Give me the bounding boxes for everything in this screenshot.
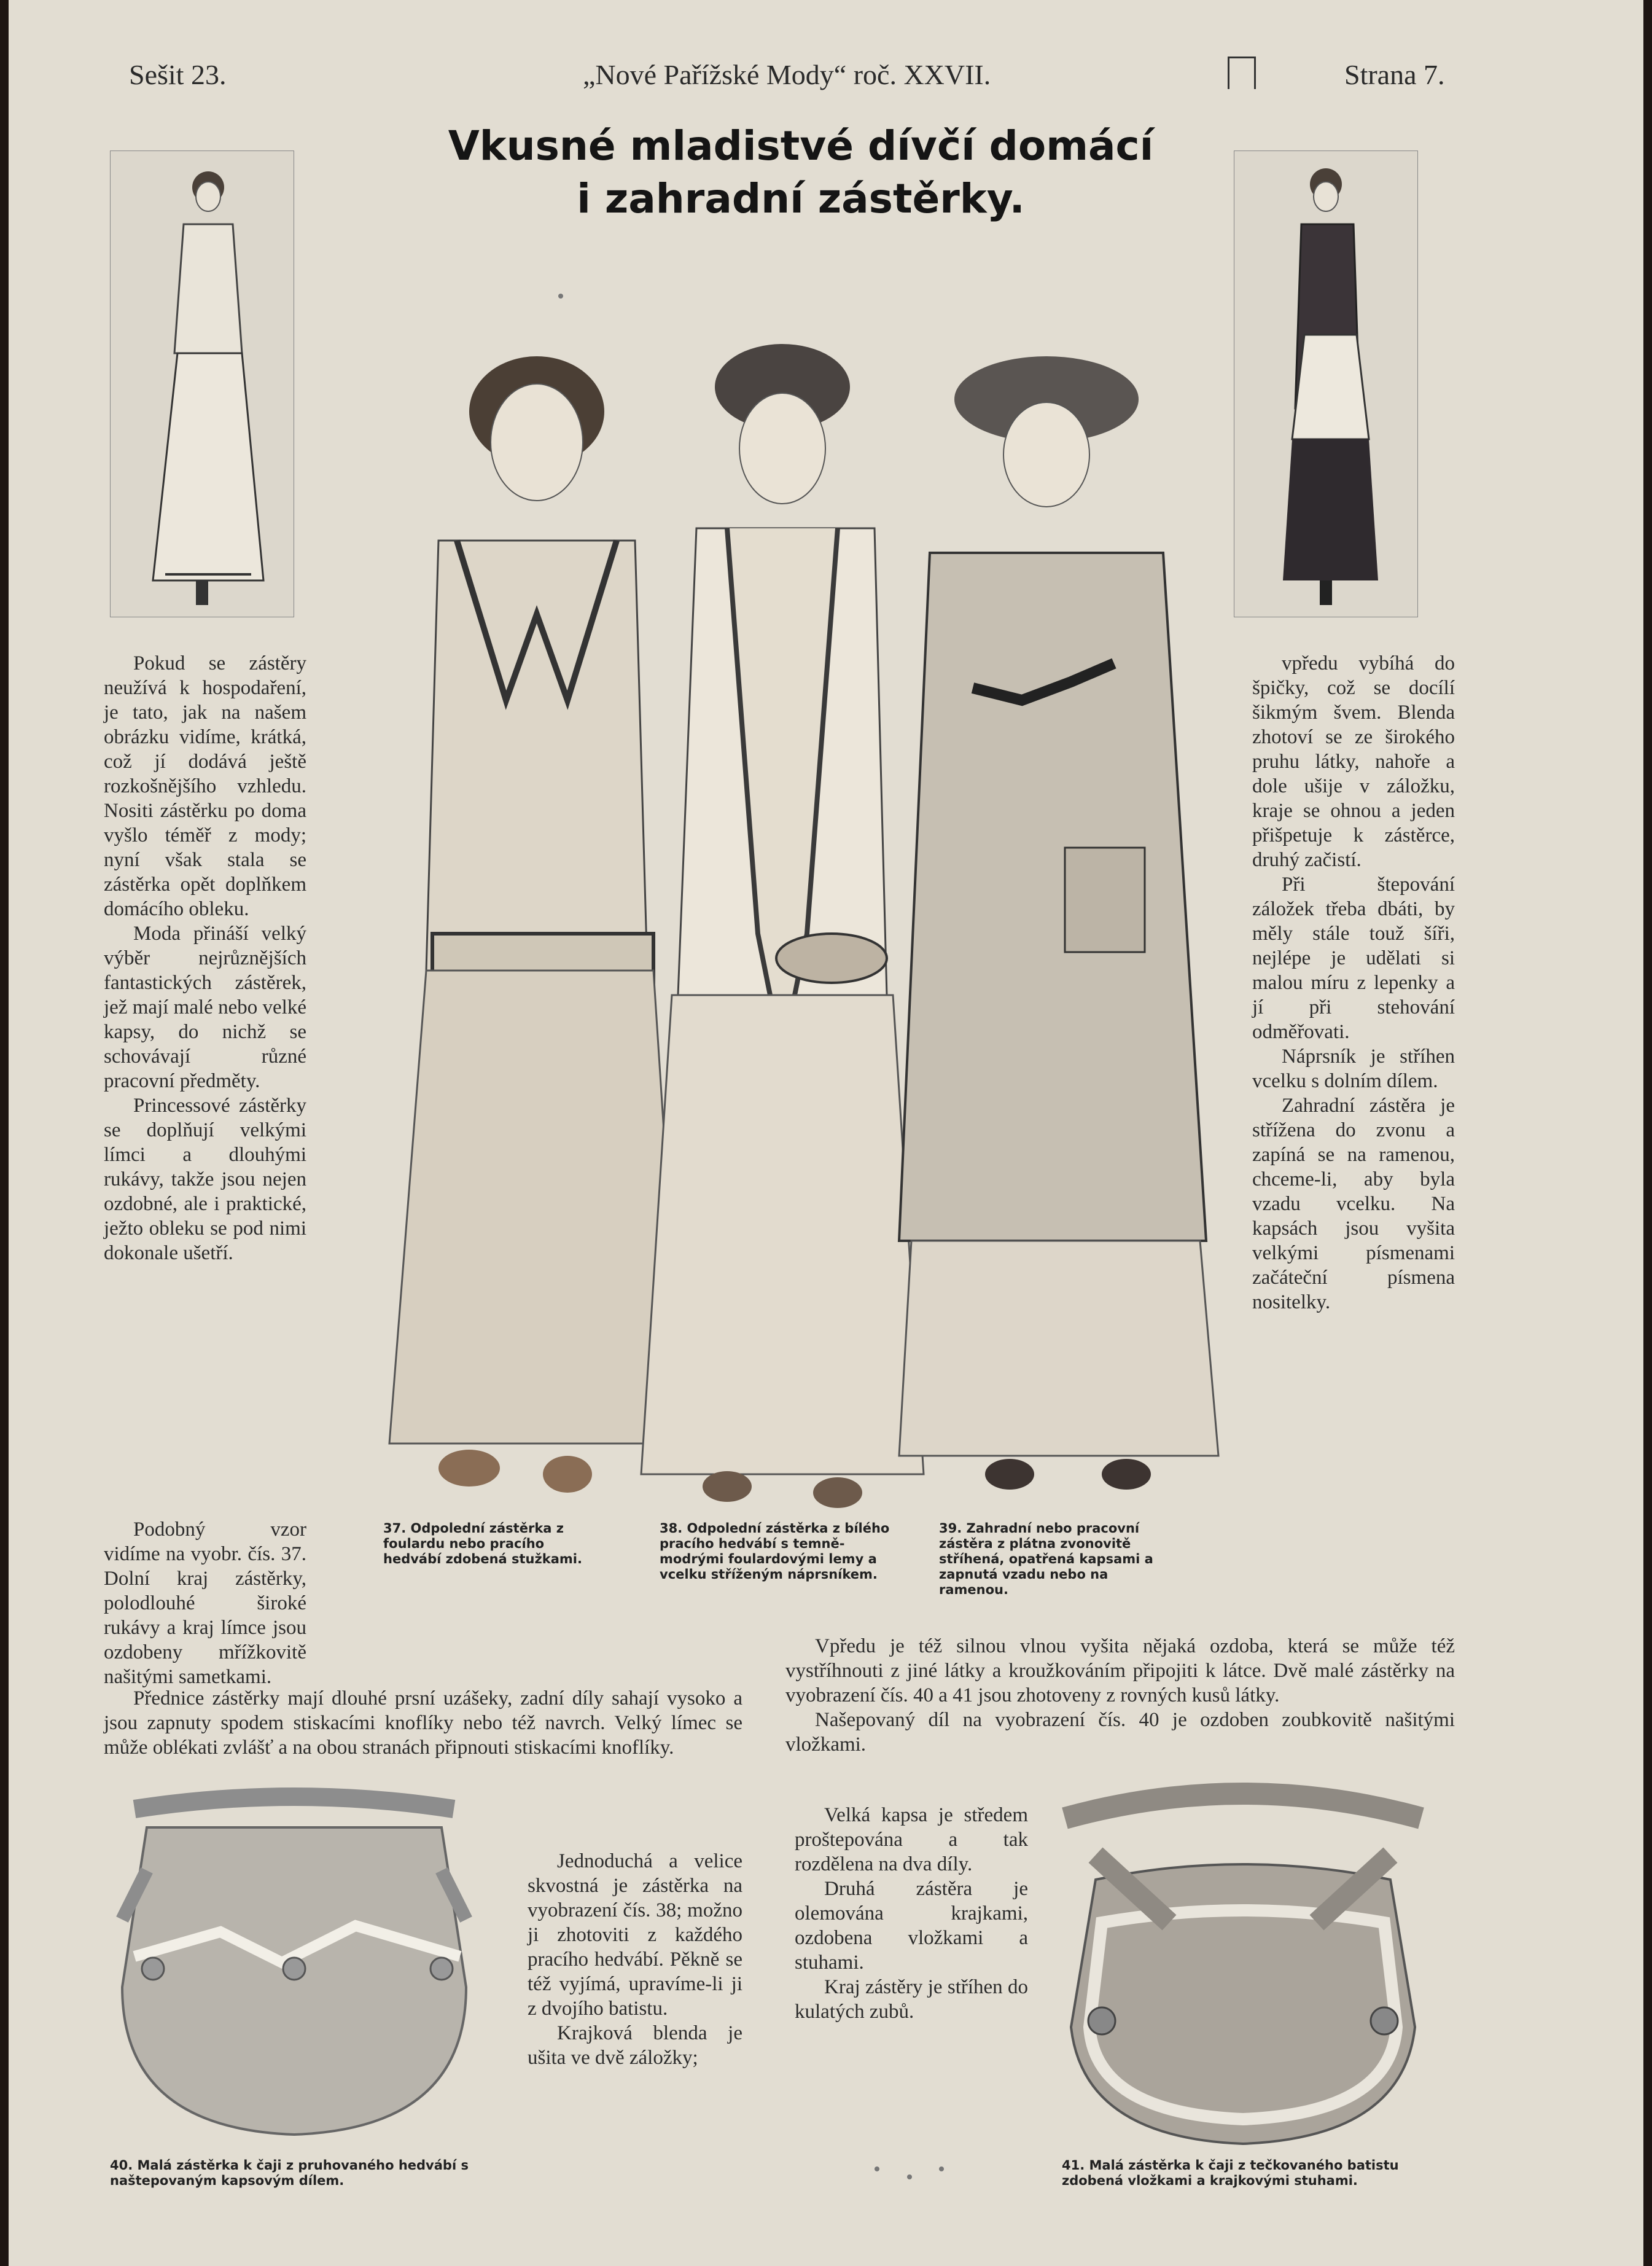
middle-text-column: Jednoduchá a velice skvostná je zástěrka na vyobrazení čís. 38; možno ji zhotoviti z každého pracího hedvábí. Pěkně se též vyjímá, upravíme-li ji z dvojího batistu. Krajková blenda je ušita ve dvě záložky; bbox=[528, 1850, 742, 2069]
caption-fig-38: 38. Odpolední zástěrka z bílého pracího hedvábí s temně-modrými foulardovými lemy a vcelku stříženým náprsníkem. bbox=[660, 1521, 890, 1582]
article-title bbox=[377, 120, 1225, 225]
header-magazine-title: „Nové Pařížské Mody“ roč. XXVII. bbox=[583, 59, 991, 90]
figure-40 bbox=[98, 1784, 491, 2153]
left-column-continued: Podobný vzor vidíme na vyobr. čís. 37. Dolní kraj zástěrky, polodlouhé široké rukávy a kraj límce jsou ozdobeny mřížkovitě našitými sametkami. bbox=[104, 1518, 306, 1688]
left-column: Pokud se zástěry neužívá k hospodaření, je tato, jak na našem obrázku vidíme, krátká, což jí dodává ještě rozkošnějšího vzhledu. Nositi zástěrku po doma vyšlo téměř z mody; nyní však stala se zástěrka opět doplňkem domácího obleku. Moda přináší velký výběr nejrůznějších fantastických zástěrek, jež mají malé nebo velké kapsy, do nichž se schovávají různé pracovní předměty. Princessové zástěrky se doplňují velkými límci a dlouhými rukávy, takže jsou nejen ozdobné, ale i praktické, ježto obleku se pod nimi dokonale ušetří. bbox=[104, 652, 306, 1264]
right-text-lower: Vpředu je též silnou vlnou vyšita nějaká ozdoba, která se může též vystříhnouti z jiné látky a kroužkováním připojiti k látce. Dvě malé zástěrky na vyobrazení čís. 40 a 41 jsou zhotoveny z rovných kusů látky. Našepovaný díl na vyobrazení čís. 40 je ozdoben zoubkovitě našitými vložkami. bbox=[785, 1635, 1455, 1756]
small-figure-left bbox=[110, 150, 294, 617]
print-dot bbox=[875, 2166, 879, 2171]
figure-37 bbox=[389, 356, 684, 1493]
header-page-number: Strana 7. bbox=[1344, 59, 1445, 90]
header-issue: Sešit 23. bbox=[129, 59, 227, 90]
right-text-narrow: Velká kapsa je středem proštepována a tak rozdělena na dva díly. Druhá zástěra je olemována krajkami, ozdobena vložkami a stuhami. Kraj zástěry je stříhen do kulatých zubů. bbox=[795, 1804, 1028, 2023]
middle-text-upper: Přednice zástěrky mají dlouhé prsní uzášeky, zadní díly sahají vysoko a jsou zapnuty spodem stiskacími knoflíky nebo též navrch. Velký límec se může oblékati zvlášť a na obou stranách připnouti stiskacími knoflíky. bbox=[104, 1687, 742, 1759]
caption-fig-37: 37. Odpolední zástěrka z foulardu nebo pracího hedvábí zdobená stužkami. bbox=[383, 1521, 582, 1566]
print-dot bbox=[558, 294, 563, 299]
figure-39 bbox=[899, 356, 1218, 1490]
small-figure-right bbox=[1234, 150, 1418, 617]
main-illustration bbox=[334, 319, 1231, 1517]
caption-fig-39: 39. Zahradní nebo pracovní zástěra z plátna zvonovitě stříhená, opatřená kapsami a zapnutá vzadu nebo na ramenou. bbox=[939, 1521, 1153, 1597]
figure-38 bbox=[641, 344, 924, 1508]
magazine-page bbox=[9, 0, 1643, 2266]
right-column: vpředu vybíhá do špičky, což se docílí šikmým švem. Blenda zhotoví se ze širokého pruhu látky, nahoře a dole ušije v záložku, kraje se ohnou a jeden přišpetuje k zástěrce, druhý začistí. Při štepování záložek třeba dbáti, by měly stále touž šíři, nejlépe je udělati si malou míru z lepenky a jí při stehování odměřovati. Náprsník je stříhen vcelku s dolním dílem. Zahradní zástěra je střížena do zvonu a zapíná se na ramenou, chceme-li, aby byla vzadu vcelku. Na kapsách jsou vyšita velkými písmenami začáteční písmena nositelky. bbox=[1252, 652, 1455, 1313]
title-line-2: i zahradní zástěrky. bbox=[577, 175, 1025, 222]
print-dot bbox=[907, 2174, 912, 2179]
title-line-1: Vkusné mladistvé dívčí domácí bbox=[448, 122, 1154, 170]
caption-fig-41: 41. Malá zástěrka k čaji z tečkovaného batistu zdobená vložkami a krajkovými stuhami. bbox=[1062, 2158, 1399, 2188]
page-mark-icon bbox=[1228, 57, 1256, 89]
caption-fig-40: 40. Malá zástěrka k čaji z pruhovaného hedvábí s naštepovaným kapsovým dílem. bbox=[110, 2158, 469, 2188]
print-dot bbox=[939, 2166, 944, 2171]
figure-41 bbox=[1022, 1781, 1464, 2150]
